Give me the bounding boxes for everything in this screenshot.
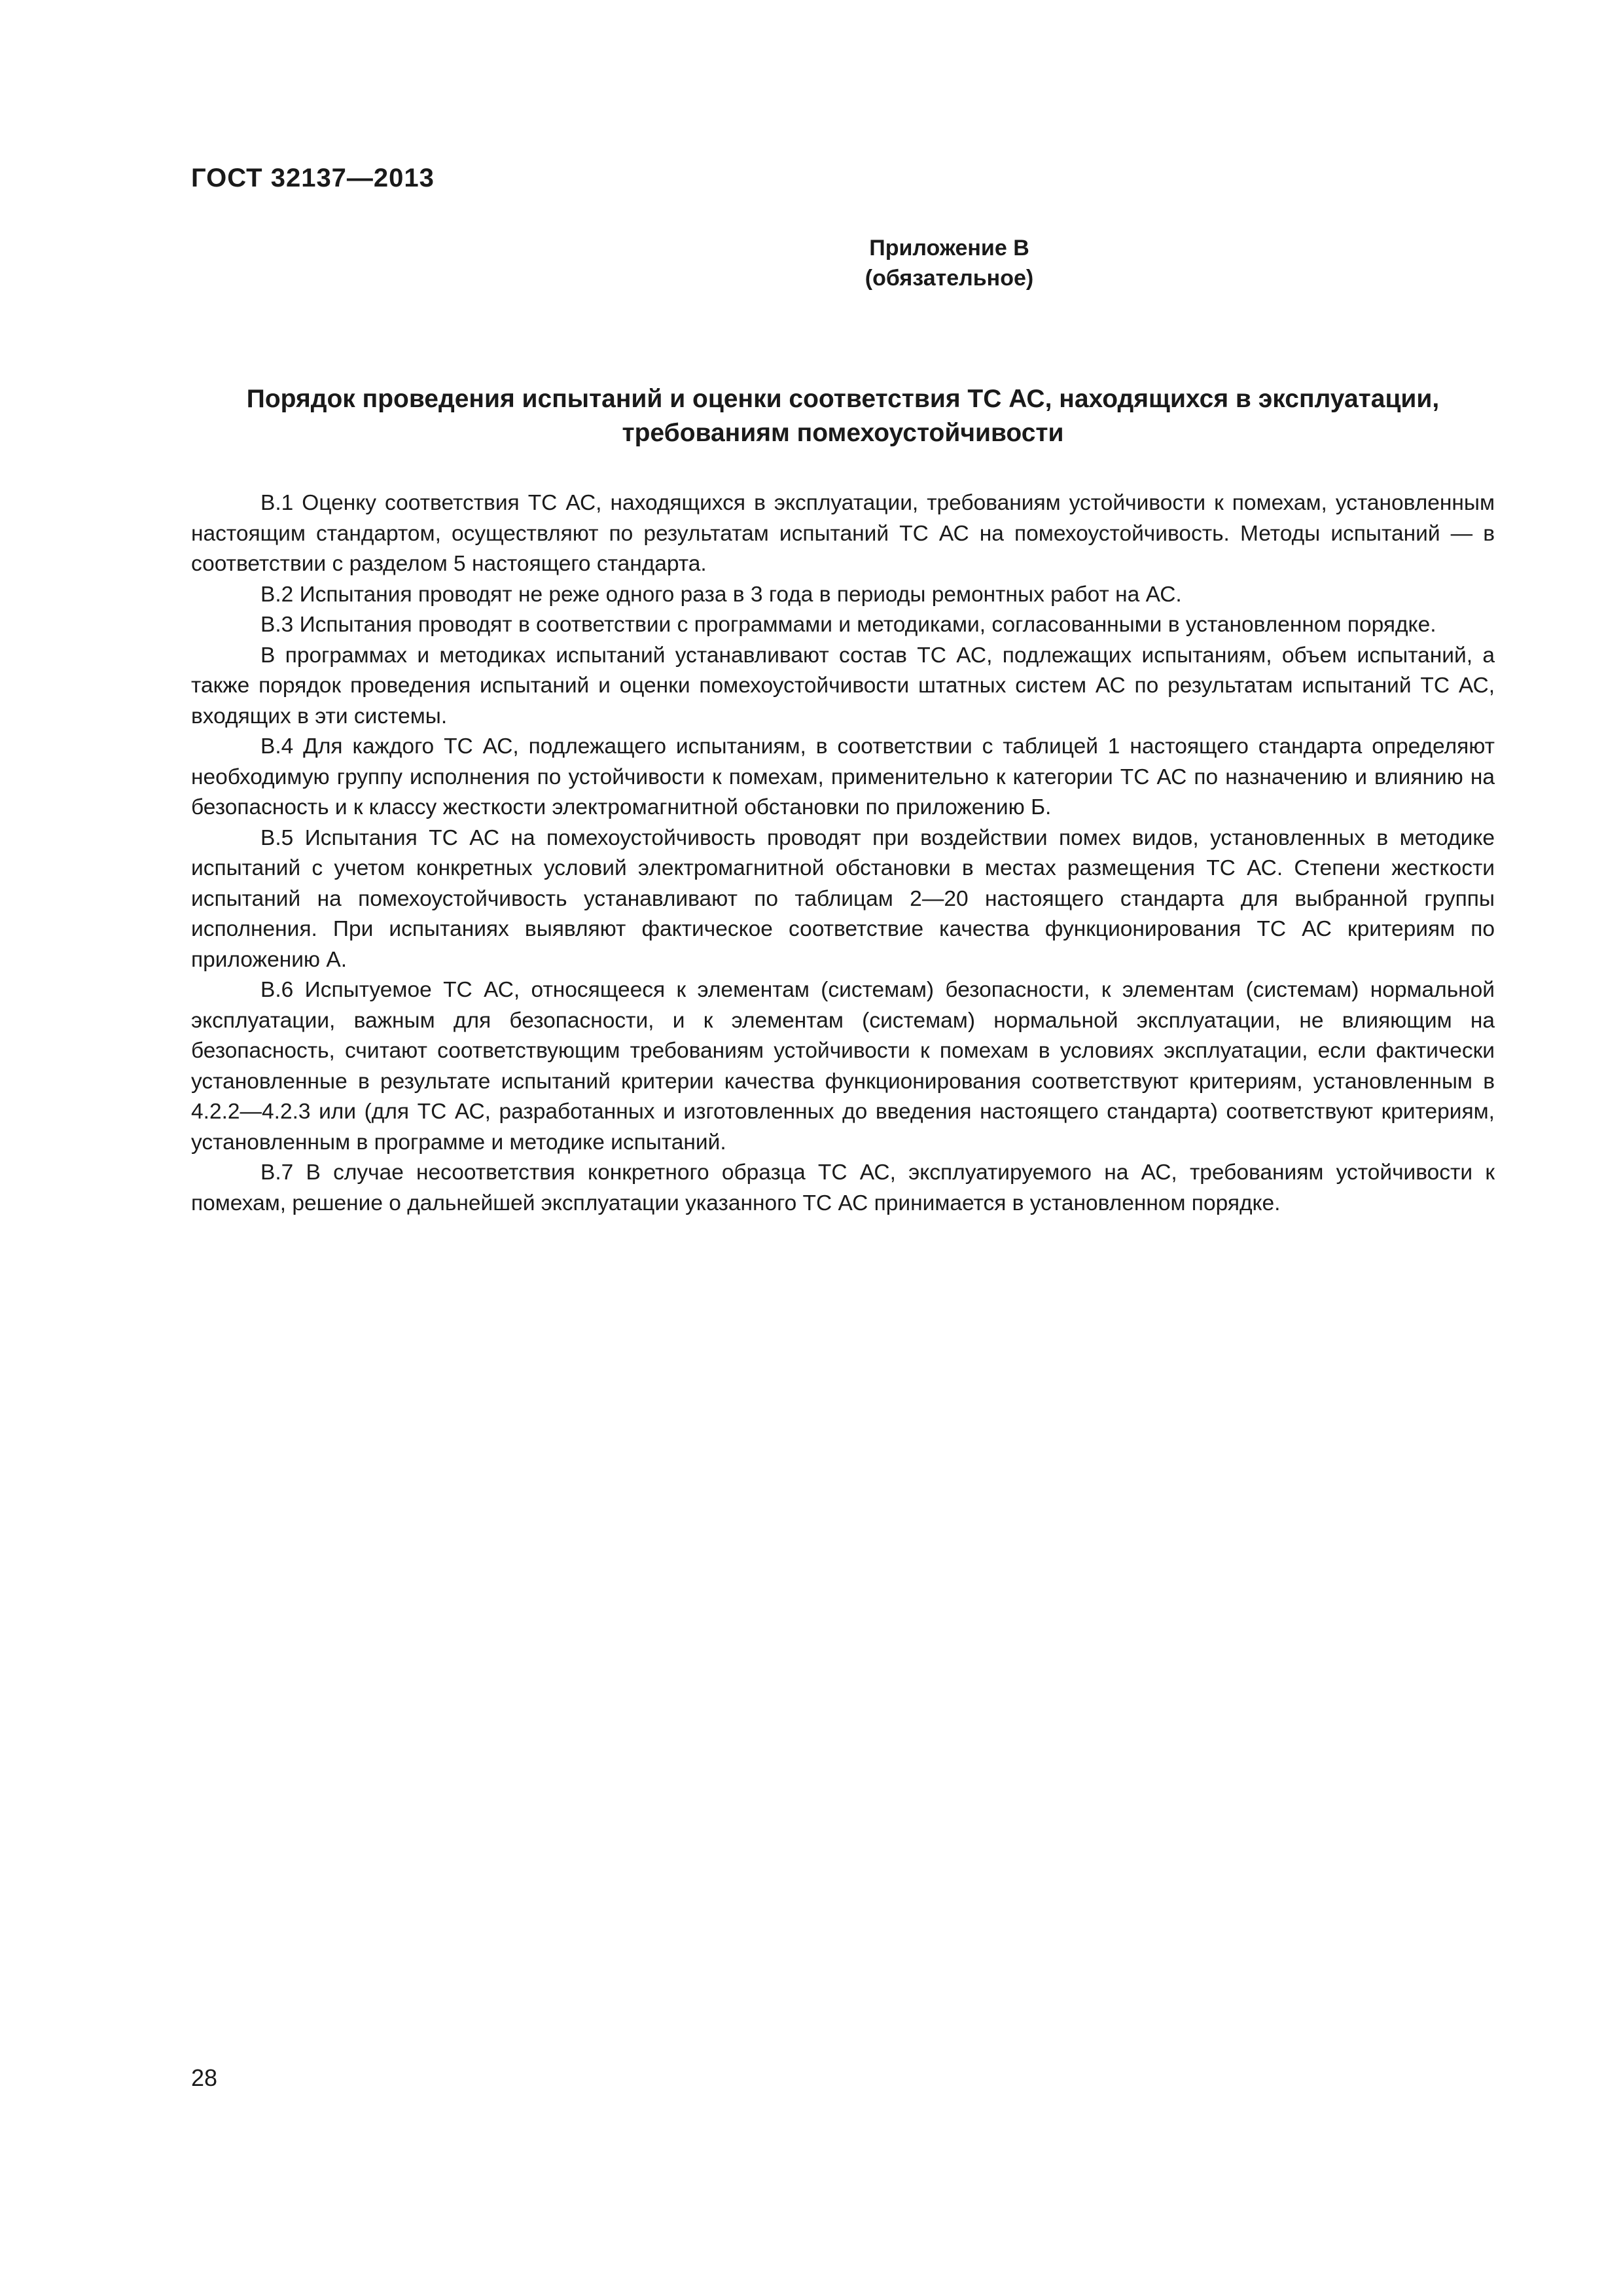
- section-title: [191, 382, 1495, 450]
- appendix-status: (обязательное): [865, 266, 1034, 291]
- section-title-line-2: требованиям помехоустойчивости: [622, 419, 1064, 447]
- paragraph-b7: В.7 В случае несоответствия конкретного образца ТС АС, эксплуатируемого на АС, требованиям устойчивости к помехам, решение о дальнейшей эксплуатации указанного ТС АС принимается в установленном порядке.: [191, 1160, 1495, 1215]
- paragraph-b6: В.6 Испытуемое ТС АС, относящееся к элементам (системам) безопасности, к элементам (системам) нормальной эксплуатации, важным для безопасности, и к элементам (системам) нормальной эксплуатации, не влияющим на безопасность, считают соответствующим требованиям устойчивости к помехам в условиях эксплуатации, если фактически установленные в результате испытаний критерии качества функционирования соответствуют критериям, установленным в 4.2.2—4.2.3 или (для ТС АС, разработанных и изготовленных до введения настоящего стандарта) соответствуют критериям, установленным в программе и методике испытаний.: [191, 978, 1495, 1155]
- body-text: [191, 488, 1495, 1219]
- paragraph-b3: В.3 Испытания проводят в соответствии с программами и методиками, согласованными в установленном порядке.: [260, 613, 1436, 637]
- appendix-label: Приложение В: [869, 236, 1029, 260]
- standard-code-header: ГОСТ 32137—2013: [191, 164, 435, 192]
- page-number: 28: [191, 2064, 218, 2091]
- appendix-heading: [191, 233, 1495, 293]
- paragraph-b3-programs: В программах и методиках испытаний устанавливают состав ТС АС, подлежащих испытаниям, объем испытаний, а также порядок проведения испытаний и оценки помехоустойчивости штатных систем АС по результатам испытаний ТС АС, входящих в эти системы.: [191, 643, 1495, 728]
- paragraph-b2: В.2 Испытания проводят не реже одного раза в 3 года в периоды ремонтных работ на АС.: [260, 582, 1182, 607]
- paragraph-b5: В.5 Испытания ТС АС на помехоустойчивость проводят при воздействии помех видов, установленных в методике испытаний с учетом конкретных условий электромагнитной обстановки в местах размещения ТС АС. Степени жесткости испытаний на помехоустойчивость устанавливают по таблицам 2—20 настоящего стандарта для выбранной группы исполнения. При испытаниях выявляют фактическое соответствие качества функционирования ТС АС критериям по приложению А.: [191, 825, 1495, 972]
- paragraph-b1: В.1 Оценку соответствия ТС АС, находящихся в эксплуатации, требованиям устойчивости к помехам, установленным настоящим стандартом, осуществляют по результатам испытаний ТС АС на помехоустойчивость. Методы испытаний — в соответствии с разделом 5 настоящего стандарта.: [191, 491, 1495, 576]
- paragraph-b4: В.4 Для каждого ТС АС, подлежащего испытаниям, в соответствии с таблицей 1 настоящего стандарта определяют необходимую группу исполнения по устойчивости к помехам, применительно к категории ТС АС по назначению и влиянию на безопасность и к классу жесткости электромагнитной обстановки по приложению Б.: [191, 734, 1495, 819]
- section-title-line-1: Порядок проведения испытаний и оценки соответствия ТС АС, находящихся в эксплуатации,: [246, 385, 1440, 413]
